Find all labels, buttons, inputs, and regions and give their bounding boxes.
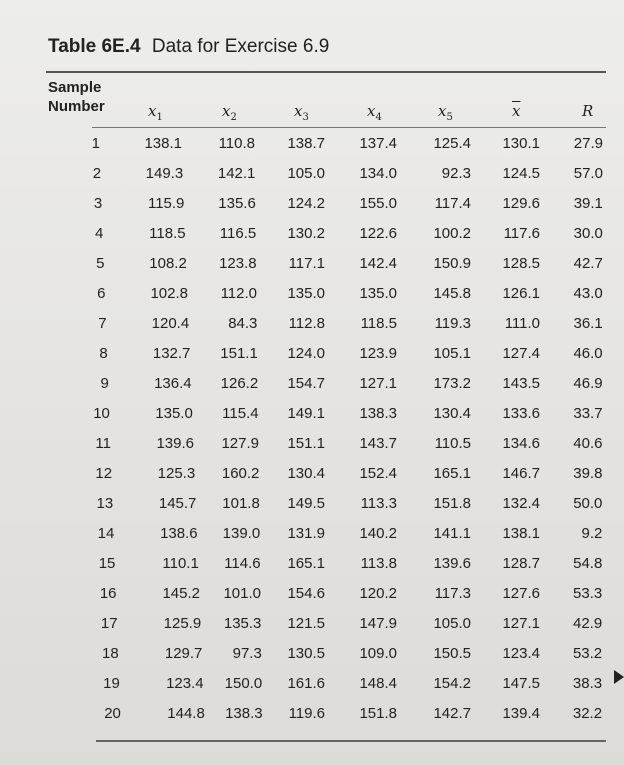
cell-x4: 147.9: [359, 615, 397, 632]
cell-sample-number: 14: [97, 525, 115, 542]
cell-range: 39.1: [573, 195, 603, 212]
cell-sample-number: 10: [93, 405, 110, 422]
cell-x5: 150.9: [433, 255, 471, 272]
cell-x2: 127.9: [221, 435, 259, 452]
cell-xbar: 126.1: [502, 285, 540, 302]
cell-xbar: 133.6: [502, 405, 540, 422]
cell-x3: 161.6: [287, 675, 325, 692]
table-row: [0, 465, 624, 495]
cell-range: 39.8: [573, 465, 603, 482]
column-header-x1: [148, 102, 163, 123]
top-rule: [46, 71, 606, 73]
table-row: [0, 195, 624, 225]
cell-x2: 84.3: [228, 315, 258, 332]
cell-sample-number: 18: [102, 645, 119, 662]
cell-x2: 101.8: [222, 495, 260, 512]
cell-x3: 149.5: [287, 495, 325, 512]
cell-x2: 142.1: [217, 165, 256, 182]
column-header-x5-sub: 5: [446, 112, 453, 123]
cell-range: 38.3: [572, 675, 603, 692]
cell-x5: 141.1: [433, 525, 471, 542]
cell-xbar: 132.4: [502, 495, 540, 512]
cell-x3: 154.7: [287, 375, 325, 392]
cell-range: 27.9: [573, 135, 603, 152]
cell-x5: 165.1: [433, 465, 471, 482]
table-row: [0, 435, 624, 465]
table-row: [0, 165, 624, 195]
cell-range: 32.2: [572, 705, 603, 722]
cell-sample-number: 7: [98, 315, 107, 332]
cell-x4: 134.0: [359, 165, 397, 182]
cell-x2: 126.2: [220, 375, 259, 392]
cell-x1: 138.6: [160, 525, 198, 542]
cell-x1: 132.7: [152, 345, 191, 362]
cell-x2: 101.0: [223, 585, 261, 602]
table-row: [0, 285, 624, 315]
cell-xbar: 123.4: [502, 645, 540, 662]
cell-x2: 115.4: [222, 405, 259, 422]
cell-xbar: 146.7: [502, 465, 540, 482]
column-header-x2: [222, 102, 237, 123]
cell-x3: 119.6: [288, 705, 325, 722]
cell-x5: 110.5: [434, 435, 471, 452]
cell-xbar: 129.6: [502, 195, 540, 212]
column-header-x1-var: x: [148, 102, 157, 120]
column-header-x3: [294, 102, 309, 123]
cell-x3: 130.4: [287, 465, 325, 482]
cell-x5: 151.8: [433, 495, 471, 512]
cell-sample-number: 13: [96, 495, 114, 512]
cell-x5: 142.7: [433, 705, 471, 722]
cell-x3: 124.0: [287, 345, 325, 362]
cell-x5: 139.6: [433, 555, 471, 572]
table-row: [0, 645, 624, 675]
cell-sample-number: 11: [95, 435, 111, 452]
cell-x3: 149.1: [287, 405, 325, 422]
cell-x4: 123.9: [359, 345, 397, 362]
cell-sample-number: 3: [93, 195, 103, 212]
cell-x4: 127.1: [359, 375, 397, 392]
cell-sample-number: 6: [97, 285, 106, 302]
cell-x3: 135.0: [287, 285, 325, 302]
bottom-rule: [96, 740, 606, 742]
cell-x1: 110.1: [162, 555, 199, 572]
cell-xbar: 128.7: [502, 555, 540, 572]
cell-x4: 113.8: [360, 555, 397, 572]
cell-x4: 122.6: [359, 225, 397, 242]
cell-x4: 143.7: [359, 435, 397, 452]
column-header-range: R: [582, 102, 594, 120]
cell-x4: 118.5: [360, 315, 397, 332]
cell-x3: 130.5: [287, 645, 325, 662]
column-header-sample-line1: Sample: [48, 79, 102, 96]
cell-x4: 138.3: [359, 405, 397, 422]
cell-x1: 129.7: [164, 645, 203, 662]
table-row: [0, 315, 624, 345]
cell-sample-number: 8: [99, 345, 108, 362]
cell-x4: 140.2: [359, 525, 397, 542]
cell-xbar: 134.6: [502, 435, 540, 452]
cell-x1: 139.6: [156, 435, 194, 452]
cell-x1: 135.0: [155, 405, 193, 422]
cell-x5: 145.8: [433, 285, 471, 302]
cell-x4: 137.4: [359, 135, 397, 152]
cell-xbar: 139.4: [502, 705, 540, 722]
column-header-x4-sub: 4: [375, 112, 382, 123]
cell-x5: 150.5: [433, 645, 471, 662]
cell-x1: 118.5: [149, 225, 186, 242]
cell-range: 36.1: [573, 315, 603, 332]
cell-x4: 120.2: [359, 585, 397, 602]
cell-xbar: 124.5: [502, 165, 540, 182]
cell-range: 43.0: [573, 285, 603, 302]
cell-x2: 114.6: [224, 555, 261, 572]
cell-x2: 139.0: [222, 525, 261, 542]
cell-x1: 149.3: [145, 165, 184, 182]
table-row: [0, 495, 624, 525]
cell-range: 57.0: [573, 165, 603, 182]
column-header-x4: [367, 102, 382, 123]
cell-x5: 173.2: [433, 375, 471, 392]
table-row: [0, 525, 624, 555]
cell-x1: 145.2: [162, 585, 200, 602]
cell-x4: 155.0: [359, 195, 397, 212]
cell-x1: 144.8: [167, 705, 205, 722]
cell-x4: 151.8: [359, 705, 397, 722]
table-row: [0, 555, 624, 585]
cell-x1: 102.8: [150, 285, 188, 302]
table-row: [0, 255, 624, 285]
cell-x5: 117.4: [434, 195, 471, 212]
cell-sample-number: 17: [100, 615, 118, 632]
cell-x4: 152.4: [359, 465, 397, 482]
cell-xbar: 128.5: [502, 255, 540, 272]
cell-x5: 154.2: [433, 675, 471, 692]
cell-sample-number: 15: [98, 555, 116, 572]
cell-range: 54.8: [573, 555, 603, 572]
cell-range: 53.2: [572, 645, 603, 662]
cell-sample-number: 16: [99, 585, 117, 602]
cell-x5: 119.3: [434, 315, 471, 332]
cell-x4: 142.4: [359, 255, 397, 272]
cell-range: 9.2: [581, 525, 603, 542]
cell-x1: 125.3: [157, 465, 196, 482]
cell-x3: 165.1: [287, 555, 325, 572]
column-header-x4-var: x: [367, 102, 376, 120]
cell-sample-number: 2: [92, 165, 102, 182]
cell-x3: 138.7: [287, 135, 325, 152]
column-header-x3-sub: 3: [302, 112, 309, 123]
cell-xbar: 127.1: [502, 615, 540, 632]
cell-x2: 110.8: [218, 135, 255, 152]
cell-x2: 135.6: [218, 195, 256, 212]
cell-sample-number: 9: [100, 375, 109, 392]
cursor-arrow-icon: [614, 670, 624, 684]
cell-x4: 113.3: [360, 495, 397, 512]
cell-x2: 112.0: [220, 285, 257, 302]
table-row: [0, 705, 624, 735]
table-row: [0, 225, 624, 255]
cell-x1: 125.9: [163, 615, 202, 632]
table-caption-text: Data for Exercise 6.9: [151, 36, 330, 57]
cell-x3: 105.0: [287, 165, 325, 182]
cell-sample-number: 20: [104, 705, 121, 722]
cell-x5: 125.4: [433, 135, 471, 152]
table-row: [0, 615, 624, 645]
cell-x2: 160.2: [221, 465, 260, 482]
cell-xbar: 147.5: [502, 675, 540, 692]
cell-x2: 123.8: [219, 255, 257, 272]
cell-x3: 121.5: [287, 615, 325, 632]
table-row: [0, 405, 624, 435]
table-caption: [48, 36, 329, 58]
cell-x3: 151.1: [287, 435, 325, 452]
cell-range: 42.7: [573, 255, 603, 272]
cell-x3: 117.1: [288, 255, 325, 272]
cell-range: 46.9: [573, 375, 603, 392]
cell-x5: 130.4: [433, 405, 471, 422]
column-header-x3-var: x: [294, 102, 303, 120]
cell-sample-number: 4: [94, 225, 104, 242]
cell-x4: 109.0: [359, 645, 397, 662]
cell-x2: 150.0: [224, 675, 263, 692]
table-row: [0, 345, 624, 375]
column-header-sample-number: [48, 78, 105, 116]
cell-range: 30.0: [573, 225, 603, 242]
cell-sample-number: 19: [103, 675, 120, 692]
cell-range: 40.6: [573, 435, 603, 452]
cell-x5: 117.3: [434, 585, 471, 602]
column-header-x2-var: x: [222, 102, 231, 120]
cell-sample-number: 1: [91, 135, 100, 152]
cell-x1: 136.4: [154, 375, 192, 392]
cell-xbar: 127.4: [502, 345, 540, 362]
column-header-x5: [438, 102, 453, 123]
cell-x1: 115.9: [147, 195, 185, 212]
cell-x1: 108.2: [149, 255, 187, 272]
cell-x2: 97.3: [232, 645, 262, 662]
column-header-sample-line2: Number: [48, 98, 105, 115]
cell-xbar: 127.6: [502, 585, 540, 602]
cell-x3: 124.2: [287, 195, 325, 212]
cell-x5: 92.3: [441, 165, 471, 182]
cell-xbar: 111.0: [504, 315, 540, 332]
cell-x3: 130.2: [287, 225, 325, 242]
cell-range: 42.9: [573, 615, 603, 632]
cell-x3: 154.6: [287, 585, 325, 602]
header-rule: [92, 127, 606, 128]
cell-x1: 138.1: [144, 135, 182, 152]
cell-range: 46.0: [573, 345, 603, 362]
cell-x5: 105.1: [433, 345, 471, 362]
table-row: [0, 135, 624, 165]
cell-x5: 100.2: [433, 225, 471, 242]
cell-x1: 123.4: [166, 675, 204, 692]
column-header-x1-sub: 1: [156, 112, 163, 123]
table-row: [0, 585, 624, 615]
cell-x1: 120.4: [151, 315, 190, 332]
cell-range: 50.0: [573, 495, 603, 512]
cell-range: 33.7: [573, 405, 603, 422]
cell-x4: 135.0: [359, 285, 397, 302]
cell-x3: 131.9: [287, 525, 325, 542]
cell-x2: 138.3: [225, 705, 263, 722]
cell-xbar: 138.1: [502, 525, 540, 542]
column-header-x2-sub: 2: [230, 112, 237, 123]
cell-x2: 135.3: [223, 615, 262, 632]
table-row: [0, 375, 624, 405]
cell-x3: 112.8: [288, 315, 325, 332]
cell-xbar: 130.1: [502, 135, 540, 152]
cell-x2: 151.1: [220, 345, 258, 362]
table-row: [0, 675, 624, 705]
cell-x1: 145.7: [158, 495, 197, 512]
cell-x5: 105.0: [433, 615, 471, 632]
cell-sample-number: 5: [96, 255, 105, 272]
cell-sample-number: 12: [95, 465, 113, 482]
cell-x2: 116.5: [219, 225, 257, 242]
column-header-xbar: $\overline{x}$: [512, 102, 521, 120]
cell-xbar: 117.6: [503, 225, 540, 242]
table-caption-label: Table 6E.4: [48, 36, 141, 57]
column-header-x5-var: x: [438, 102, 447, 120]
cell-xbar: 143.5: [502, 375, 540, 392]
cell-x4: 148.4: [359, 675, 397, 692]
cell-range: 53.3: [573, 585, 603, 602]
